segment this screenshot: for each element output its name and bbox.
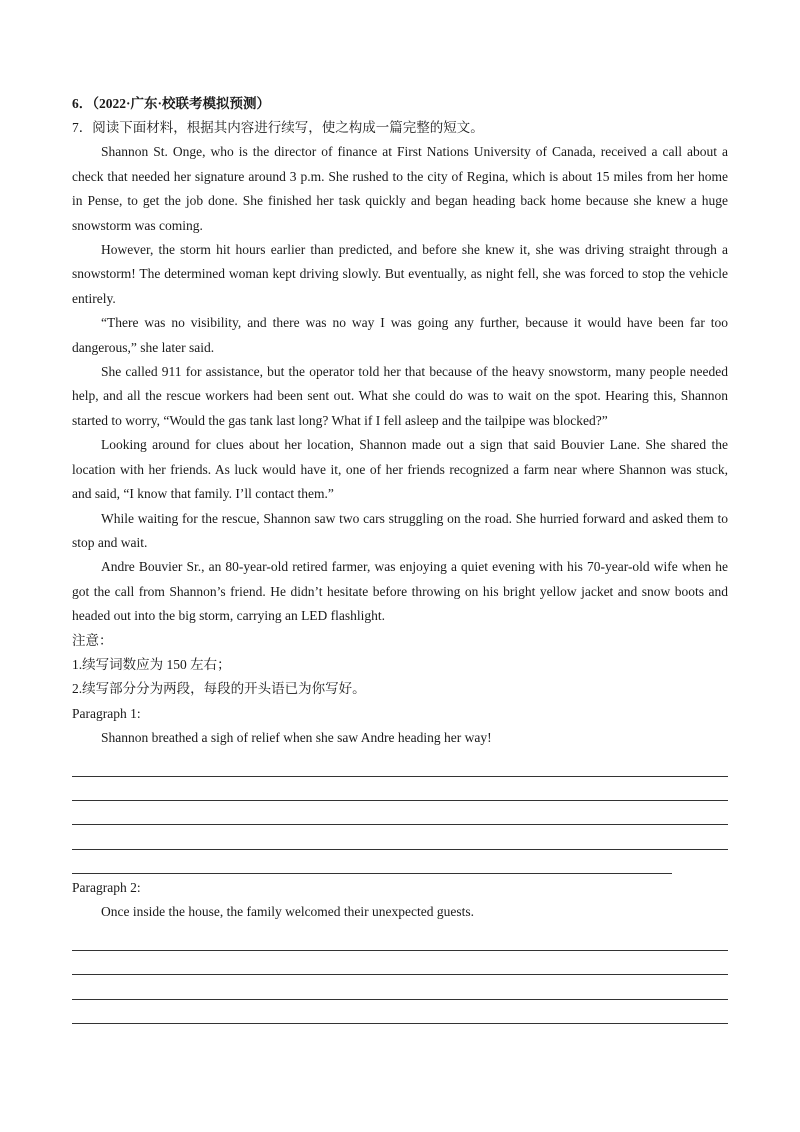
task-instruction: 7．阅读下面材料，根据其内容进行续写，使之构成一篇完整的短文。 xyxy=(72,120,484,135)
writing-line[interactable] xyxy=(72,975,728,999)
passage-paragraph-3: “There was no visibility, and there was no way I was going any further, because it would have been far too dangerous,” she later said. xyxy=(72,315,728,355)
writing-line[interactable] xyxy=(72,801,728,825)
notes-heading: 注意： xyxy=(72,632,113,648)
note-item: 2.续写部分分为两段，每段的开头语已为你写好。 xyxy=(72,681,366,697)
question-source: （2022·广东·校联考模拟预测） xyxy=(92,96,271,111)
writing-line[interactable] xyxy=(72,850,672,874)
writing-line[interactable] xyxy=(72,825,728,849)
passage-paragraph-6: While waiting for the rescue, Shannon saw two cars struggling on the road. She hurried forward and asked them to stop and wait. xyxy=(72,510,728,550)
writing-line[interactable] xyxy=(72,927,728,951)
question-header xyxy=(72,92,728,116)
writing-line[interactable] xyxy=(72,777,728,801)
paragraph-1-writing-area[interactable] xyxy=(72,753,728,874)
passage-paragraph-2: However, the storm hit hours earlier than predicted, and before she knew it, she was driving straight through a snowstorm! The determined woman kept driving slowly. But eventually, as night fell, she was forced to stop the vehicle entirely. xyxy=(72,242,728,306)
paragraph-2-starter: Once inside the house, the family welcomed their unexpected guests. xyxy=(101,904,475,920)
paragraph-2-writing-area[interactable] xyxy=(72,927,728,1024)
note-item: 1.续写词数应为 150 左右； xyxy=(72,656,231,672)
passage-paragraph-5: Looking around for clues about her location, Shannon made out a sign that said Bouvier Lane. She shared the location with her friends. As luck would have it, one of her friends recognized a farm near where Shannon was stuck, and said, “I know that family. I’ll contact them.” xyxy=(72,437,728,502)
writing-line[interactable] xyxy=(72,951,728,975)
passage-paragraph-4: She called 911 for assistance, but the operator told her that because of the heavy snowstorm, many people needed help, and all the rescue workers had been sent out. What she could do was to wait on the spot. Hearing this, Shannon started to worry, “Would the gas tank last long? What if I fell asleep and the tailpipe was blocked?” xyxy=(72,364,728,428)
passage-paragraph-7: Andre Bouvier Sr., an 80-year-old retired farmer, was enjoying a quiet evening with his 70-year-old wife when he got the call from Shannon’s friend. He didn’t hesitate before throwing on his bright yellow jacket and snow boots and headed out into the big storm, carrying an LED flashlight. xyxy=(72,559,728,624)
passage-paragraph-1: Shannon St. Onge, who is the director of finance at First Nations University of Canada, received a call about a check that needed her signature around 3 p.m. She rushed to the city of Regina, which is about 15 miles from her home in Pense, to get the job done. She finished her task quickly and began heading back home because she knew a huge snowstorm was coming. xyxy=(72,144,728,233)
exam-page xyxy=(72,92,728,1024)
paragraph-1-label: Paragraph 1: xyxy=(72,705,141,721)
paragraph-2-label: Paragraph 2: xyxy=(72,880,141,896)
writing-line[interactable] xyxy=(72,1000,728,1024)
question-number: 6． xyxy=(72,96,93,111)
writing-line[interactable] xyxy=(72,753,728,777)
paragraph-1-starter: Shannon breathed a sigh of relief when she saw Andre heading her way! xyxy=(101,730,492,746)
